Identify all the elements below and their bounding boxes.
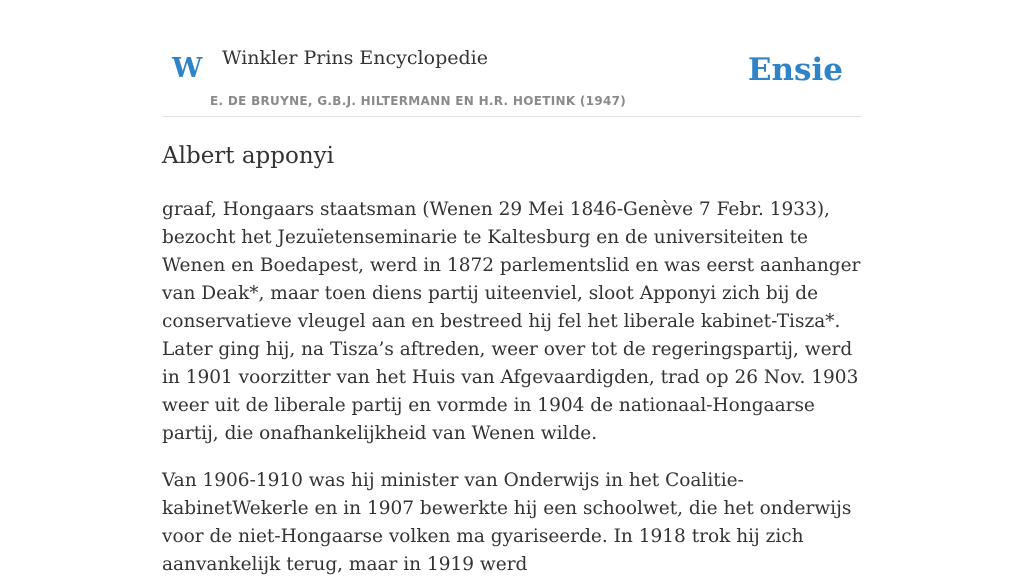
source-title-link[interactable]: Winkler Prins Encyclopedie (222, 47, 488, 69)
source-header (162, 0, 862, 117)
article-title: Albert apponyi (162, 143, 335, 169)
article-paragraph: graaf, Hongaars staatsman (Wenen 29 Mei 1846-Genève 7 Febr. 1933), bezocht het Jezuïetenseminarie te Kaltesburg en de universiteiten te Wenen en Boedapest, werd in 1872 parlementslid en was eerst aanhanger van Deak*, maar toen diens partij uiteenviel, sloot Apponyi zich bij de conservatieve vleugel aan en bestreed hij fel het liberale kabinet-Tisza*. Later ging hij, na Tisza’s aftreden, weer over tot de regeringspartij, werd in 1901 voorzitter van het Huis van Afgevaardigden, trad op 26 Nov. 1903 weer uit de liberale partij en vormde in 1904 de nationaal-Hongaarse partij, die onafhankelijkheid van Wenen wilde. (162, 199, 861, 444)
ensie-brand-link[interactable]: Ensie (747, 52, 843, 88)
article-content (162, 130, 862, 579)
source-logo-icon[interactable]: W (172, 53, 203, 84)
source-authors: E. DE BRUYNE, G.B.J. HILTERMANN EN H.R. HOETINK (1947) (210, 94, 627, 108)
article-paragraph: Van 1906-1910 was hij minister van Onderwijs in het Coalitie-kabinetWekerle en in 1907 bewerkte hij een schoolwet, die het onderwijs voor de niet-Hongaarse volken ma gyariseerde. In 1918 trok hij zich aanvankelijk terug, maar in 1919 werd (162, 470, 852, 575)
